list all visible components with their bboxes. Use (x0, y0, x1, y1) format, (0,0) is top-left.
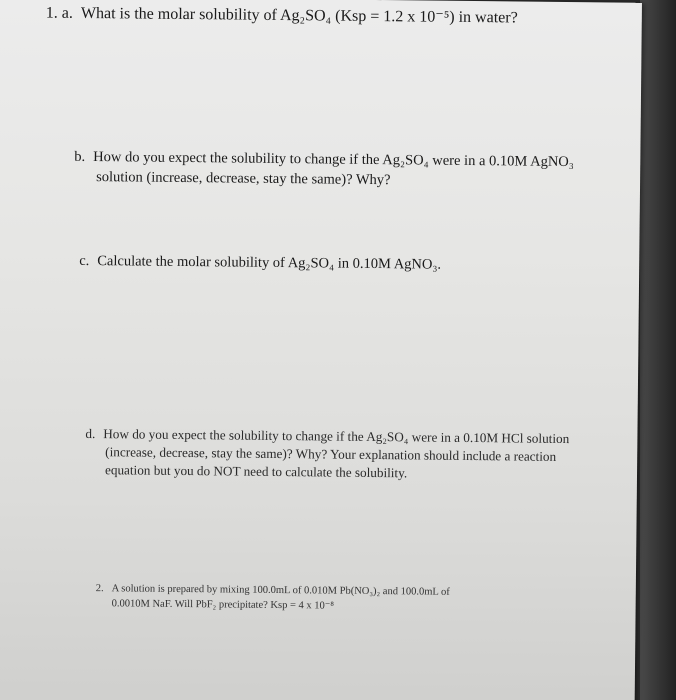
part-d-text-1: How do you expect the solubility to change if the Ag₂SO₄ were in a 0.10M HCl solution (103, 426, 570, 447)
background-edge (640, 0, 676, 700)
part-d-line-3: equation but you do NOT need to calculate the solubility. (104, 462, 408, 481)
part-d-line-2: (increase, decrease, stay the same)? Why? Your explanation should include a reaction (105, 444, 557, 464)
question-1-part-c (79, 253, 441, 274)
question-1-part-d (85, 425, 569, 484)
part-a-label: a. (61, 4, 74, 22)
question-1-part-a (46, 3, 518, 28)
question-2-line-2: 0.0010M NaF. Will PbF₂ precipitate? Ksp = 4 x 10⁻⁸ (111, 598, 335, 612)
question-1-number: 1. (45, 4, 58, 22)
part-d-label: d. (85, 425, 96, 442)
part-c-text: Calculate the molar solubility of Ag₂SO₄ in 0.10M AgNO₃. (97, 253, 442, 273)
question-2 (96, 581, 450, 615)
part-b-line-2: solution (increase, decrease, stay the same)? Why? (96, 169, 391, 189)
question-1-part-b (74, 147, 574, 192)
part-b-text-1: How do you expect the solubility to change if the Ag₂SO₄ were in a 0.10M AgNO₃ (93, 149, 574, 171)
part-a-text: What is the molar solubility of Ag₂SO₄ (Ksp = 1.2 x 10⁻⁵) in water? (80, 4, 518, 27)
part-b-label: b. (74, 148, 86, 165)
question-2-number: 2. (95, 583, 104, 595)
part-c-label: c. (79, 252, 90, 270)
question-2-text-1: A solution is prepared by mixing 100.0mL of 0.010M Pb(NO₃)₂ and 100.0mL of (111, 583, 450, 598)
